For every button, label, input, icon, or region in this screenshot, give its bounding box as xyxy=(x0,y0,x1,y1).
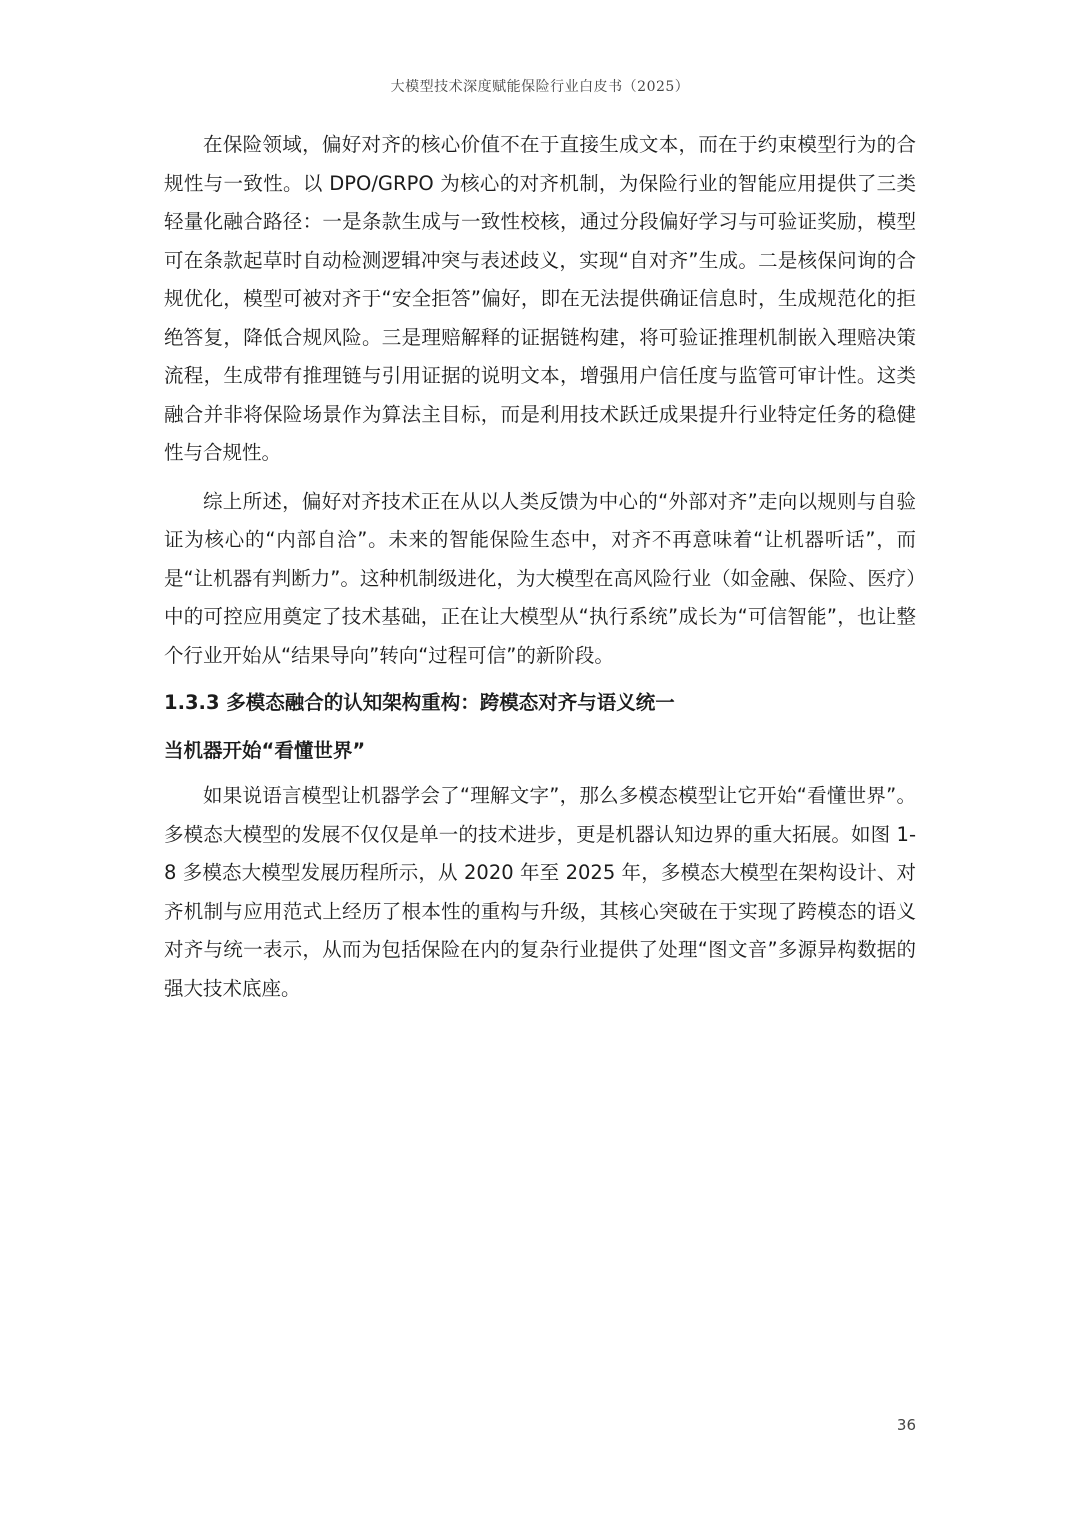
subheading: 当机器开始“看懂世界” xyxy=(164,739,366,762)
body-paragraph: 综上所述，偏好对齐技术正在从以人类反馈为中心的“外部对齐”走向以规则与自验证为核心的“内部自洽”。未来的智能保险生态中，对齐不再意味着“让机器听话”，而是“让机器有判断力”。这种机制级进化，为大模型在高风险行业（如金融、保险、医疗）中的可控应用奠定了技术基础，正在让大模型从“执行系统”成长为“可信智能”，也让整个行业开始从“结果导向”转向“过程可信”的新阶段。 xyxy=(164,489,916,667)
page-header-title: 大模型技术深度赋能保险行业白皮书（2025） xyxy=(390,79,690,95)
page-number: 36 xyxy=(896,1416,916,1434)
body-paragraph: 在保险领域，偏好对齐的核心价值不在于直接生成文本，而在于约束模型行为的合规性与一致性。以 DPO/GRPO 为核心的对齐机制，为保险行业的智能应用提供了三类轻量化融合路径：一是条款生成与一致性校核，通过分段偏好学习与可验证奖励，模型可在条款起草时自动检测逻辑冲突与表述歧义，实现“自对齐”生成。二是核保问询的合规优化，模型可被对齐于“安全拒答”偏好，即在无法提供确证信息时，生成规范化的拒绝答复，降低合规风险。三是理赔解释的证据链构建，将可验证推理机制嵌入理赔决策流程，生成带有推理链与引用证据的说明文本，增强用户信任度与监管可审计性。这类融合并非将保险场景作为算法主目标，而是利用技术跃迁成果提升行业特定任务的稳健性与合规性。 xyxy=(164,133,916,464)
body-paragraph: 如果说语言模型让机器学会了“理解文字”，那么多模态模型让它开始“看懂世界”。多模态大模型的发展不仅仅是单一的技术进步，更是机器认知边界的重大拓展。如图 1-8 多模态大模型发展历程所示，从 2020 年至 2025 年，多模态大模型在架构设计、对齐机制与应用范式上经历了根本性的重构与升级，其核心突破在于实现了跨模态的语义对齐与统一表示，从而为包括保险在内的复杂行业提供了处理“图文音”多源异构数据的强大技术底座。 xyxy=(164,784,916,1000)
section-heading: 1.3.3 多模态融合的认知架构重构：跨模态对齐与语义统一 xyxy=(164,691,675,714)
document-body xyxy=(164,126,916,1018)
